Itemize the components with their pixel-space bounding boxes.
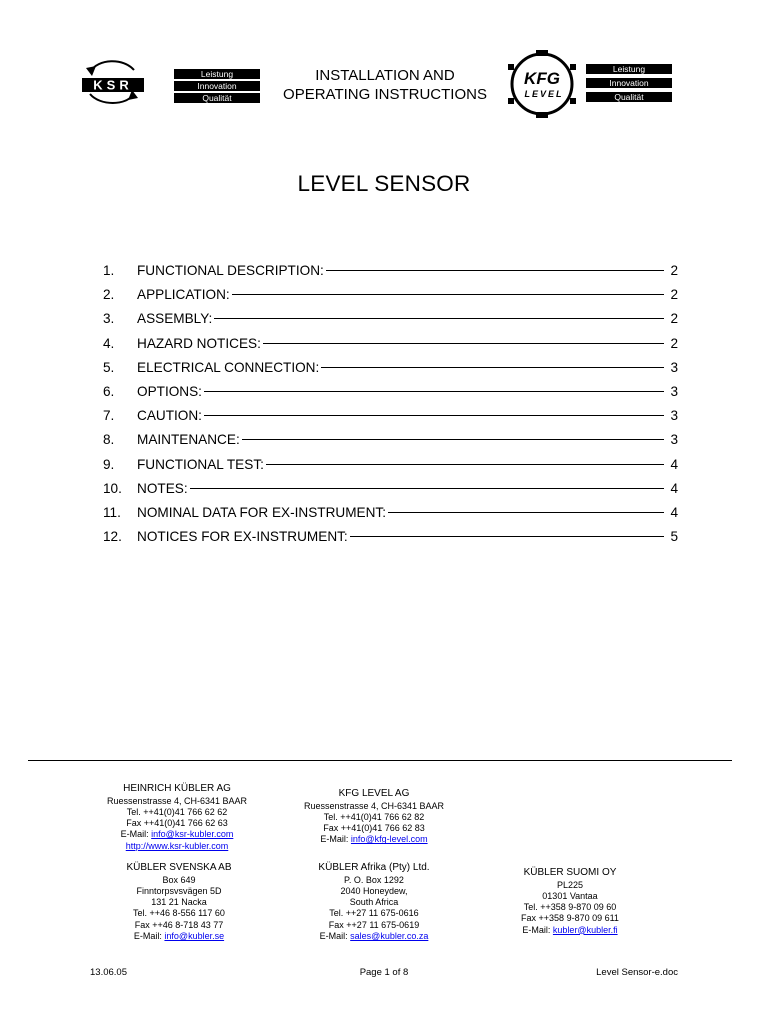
email-line [84, 931, 274, 942]
address-line: 131 21 Nacka [151, 897, 207, 908]
phone-line: Tel. ++41(0)41 766 62 62 [126, 806, 228, 817]
footer-divider [28, 760, 732, 761]
ksr-logo [82, 56, 262, 108]
footer-page-number: Page 1 of 8 [359, 967, 409, 978]
address-kfg-level [279, 788, 469, 846]
toc-entry-number: 8. [103, 432, 115, 448]
phone-line: Tel. ++27 11 675-0616 [329, 908, 419, 919]
address-line: Box 649 [162, 874, 196, 885]
address-line: PL225 [556, 879, 584, 890]
toc-entry[interactable] [103, 307, 678, 331]
toc-entry-title: MAINTENANCE: [137, 432, 240, 448]
toc-entry-number: 9. [103, 456, 115, 472]
toc-leader-line [214, 318, 664, 319]
email-label: E-Mail: [522, 924, 551, 935]
address-line: P. O. Box 1292 [344, 874, 404, 885]
ksr-tagline-2: Innovation [174, 81, 260, 91]
address-line: 2040 Honeydew, [340, 885, 408, 896]
fax-line: Fax ++41(0)41 766 62 63 [126, 818, 228, 829]
fax-line: Fax ++358 9-870 09 611 [521, 913, 619, 924]
address-kubler-afrika [279, 862, 469, 942]
fax-line: Fax ++46 8-718 43 77 [134, 919, 224, 930]
email-line [279, 931, 469, 942]
toc-entry-number: 12. [103, 529, 122, 545]
toc-entry-number: 11. [103, 504, 121, 520]
toc-leader-line [204, 391, 664, 392]
address-line: South Africa [349, 897, 399, 908]
email-link[interactable]: info@kfg-level.com [350, 834, 428, 845]
header-title-line-2: OPERATING INSTRUCTIONS [283, 86, 487, 103]
toc-entry-page: 4 [670, 504, 678, 520]
email-line [279, 834, 469, 845]
toc-entry-page: 3 [670, 432, 678, 448]
toc-entry-number: 1. [103, 263, 115, 278]
address-heinrich-kubler [82, 783, 272, 852]
footer-date: 13.06.05 [90, 967, 127, 978]
website-link[interactable]: http://www.ksr-kubler.com [125, 840, 229, 851]
toc-entry-number: 4. [103, 335, 115, 351]
address-line: Ruessenstrasse 4, CH-6341 BAAR [303, 800, 445, 811]
toc-entry-page: 5 [670, 529, 678, 545]
ksr-tagline-3: Qualität [174, 93, 260, 103]
toc-entry[interactable] [103, 428, 678, 452]
toc-entry-number: 5. [103, 359, 115, 375]
toc-entry-page: 4 [670, 456, 678, 472]
toc-entry-page: 2 [670, 311, 678, 327]
toc-entry-number: 6. [103, 383, 115, 399]
email-label: E-Mail: [319, 930, 348, 941]
document-title: LEVEL SENSOR [297, 171, 471, 196]
toc-entry-number: 7. [103, 408, 115, 424]
email-link[interactable]: info@ksr-kubler.com [151, 829, 234, 840]
toc-entry[interactable] [103, 332, 678, 356]
address-line: Finntorpsvsvägen 5D [136, 885, 222, 896]
header-title [270, 66, 500, 104]
toc-entry-page: 3 [670, 408, 678, 424]
toc-entry-title: APPLICATION: [137, 287, 230, 303]
address-kubler-svenska [84, 862, 274, 942]
toc-entry[interactable] [103, 404, 678, 428]
email-label: E-Mail: [133, 930, 162, 941]
toc-entry-title: NOTICES FOR EX-INSTRUMENT: [137, 529, 348, 545]
footer-filename: Level Sensor-e.doc [596, 967, 678, 978]
ksr-tagline-1: Leistung [174, 69, 260, 79]
kfg-logo-text: KFG [524, 69, 560, 88]
toc-entry[interactable] [103, 453, 678, 477]
toc-leader-line [326, 270, 664, 271]
company-name: KFG LEVEL AG [338, 788, 410, 799]
toc-entry[interactable] [103, 259, 678, 283]
toc-entry-page: 2 [670, 263, 678, 278]
kfg-logo [506, 50, 676, 118]
toc-entry-title: OPTIONS: [137, 383, 202, 399]
company-name: HEINRICH KÜBLER AG [123, 783, 231, 794]
email-label: E-Mail: [120, 829, 149, 840]
address-kubler-suomi [475, 867, 665, 936]
phone-line: Tel. ++41(0)41 766 62 82 [323, 811, 425, 822]
fax-line: Fax ++41(0)41 766 62 83 [323, 823, 425, 834]
toc-entry[interactable] [103, 501, 678, 525]
email-link[interactable]: info@kubler.se [164, 930, 225, 941]
toc-entry-number: 2. [103, 287, 115, 303]
toc-entry-title: ASSEMBLY: [137, 311, 213, 327]
kfg-logo-subtext: LEVEL [524, 89, 564, 99]
email-link[interactable]: kubler@kubler.fi [552, 924, 618, 935]
company-name: KÜBLER SVENSKA AB [126, 862, 232, 873]
toc-entry-number: 10. [103, 480, 122, 496]
toc-leader-line [266, 464, 664, 465]
toc-leader-line [263, 343, 664, 344]
kfg-tagline-2: Innovation [586, 78, 672, 88]
kfg-tagline-1: Leistung [586, 64, 672, 74]
toc-entry-number: 3. [103, 311, 115, 327]
toc-entry-page: 3 [670, 359, 678, 375]
toc-entry[interactable] [103, 380, 678, 404]
fax-line: Fax ++27 11 675-0619 [328, 919, 420, 930]
company-name: KÜBLER SUOMI OY [523, 867, 617, 878]
toc-entry-page: 2 [670, 335, 678, 351]
table-of-contents [103, 259, 678, 549]
kfg-tagline-3: Qualität [586, 92, 672, 102]
header-title-line-1: INSTALLATION AND [315, 67, 455, 84]
toc-entry-title: CAUTION: [137, 408, 202, 424]
toc-entry-title: NOTES: [137, 480, 188, 496]
toc-entry-title: NOMINAL DATA FOR EX-INSTRUMENT: [137, 504, 386, 520]
toc-entry-page: 4 [670, 480, 678, 496]
toc-entry[interactable] [103, 525, 678, 549]
toc-entry-page: 2 [670, 287, 678, 303]
toc-entry-page: 3 [670, 383, 678, 399]
address-line: Ruessenstrasse 4, CH-6341 BAAR [106, 795, 248, 806]
phone-line: Tel. ++46 8-556 117 60 [133, 908, 225, 919]
address-line: 01301 Vantaa [542, 890, 598, 901]
toc-entry-title: FUNCTIONAL DESCRIPTION: [137, 263, 324, 278]
toc-entry[interactable] [103, 477, 678, 501]
toc-entry-title: ELECTRICAL CONNECTION: [137, 359, 320, 375]
email-label: E-Mail: [320, 834, 349, 845]
toc-leader-line [350, 536, 664, 537]
toc-entry[interactable] [103, 356, 678, 380]
email-link[interactable]: sales@kubler.co.za [350, 930, 429, 941]
toc-leader-line [232, 294, 664, 295]
toc-leader-line [204, 415, 664, 416]
toc-entry-title: HAZARD NOTICES: [137, 335, 261, 351]
toc-leader-line [190, 488, 664, 489]
toc-entry-title: FUNCTIONAL TEST: [137, 456, 264, 472]
company-name: KÜBLER Afrika (Pty) Ltd. [318, 862, 430, 873]
email-line [82, 829, 272, 840]
toc-leader-line [242, 439, 664, 440]
toc-leader-line [388, 512, 664, 513]
email-line [475, 925, 665, 936]
toc-entry[interactable] [103, 283, 678, 307]
toc-leader-line [321, 367, 664, 368]
ksr-logo-text: KSR [93, 77, 133, 93]
web-line [82, 841, 272, 852]
kfg-logo-mark [506, 50, 586, 118]
phone-line: Tel. ++358 9-870 09 60 [523, 902, 617, 913]
